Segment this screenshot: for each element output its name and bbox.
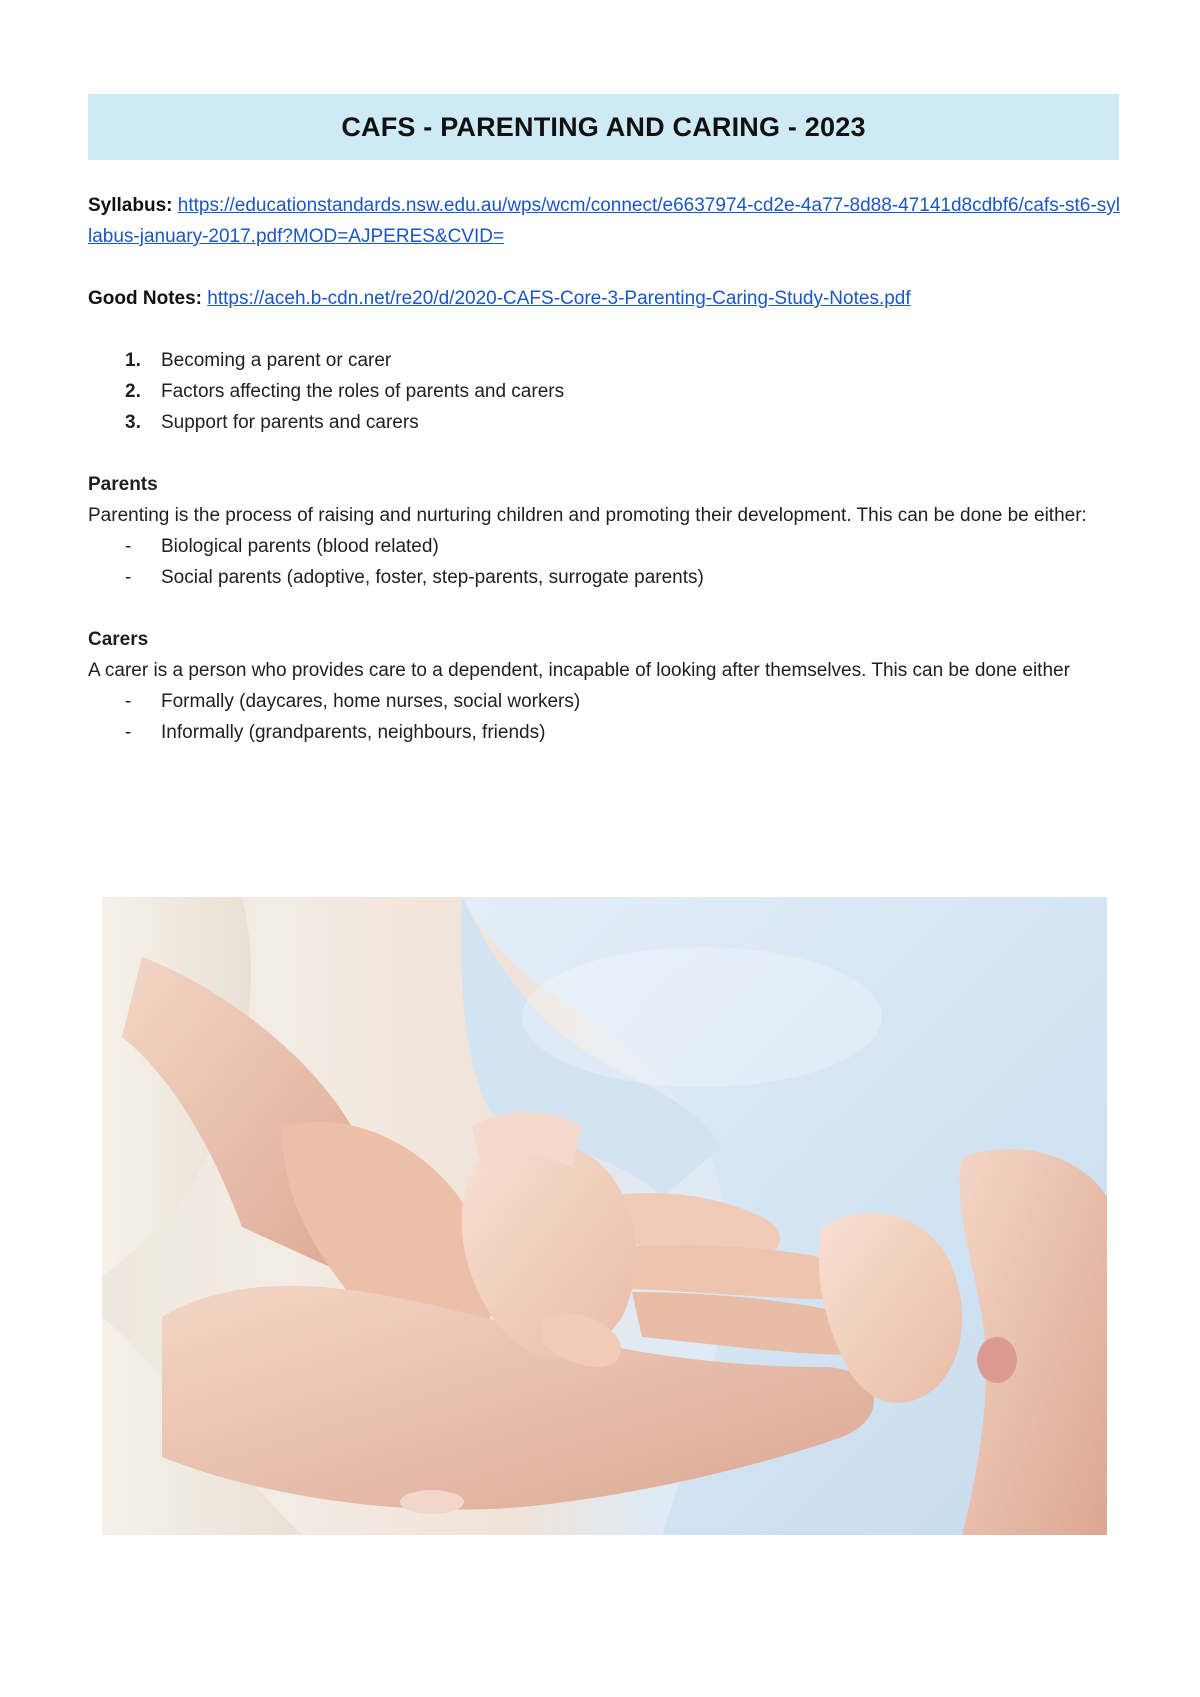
syllabus-line (88, 190, 1122, 252)
list-item (88, 376, 1122, 407)
parents-list (88, 531, 1122, 593)
list-number: 1. (125, 350, 141, 371)
list-item (88, 686, 1122, 717)
dash-bullet: - (125, 567, 132, 588)
list-item (88, 531, 1122, 562)
list-item-text: Formally (daycares, home nurses, social workers) (161, 691, 581, 712)
syllabus-label: Syllabus: (88, 195, 173, 216)
list-item (88, 717, 1122, 748)
document-body (88, 190, 1122, 748)
topics-list (88, 345, 1122, 438)
list-item-text: Support for parents and carers (161, 412, 419, 433)
parents-heading: Parents (88, 474, 158, 495)
dash-bullet: - (125, 691, 132, 712)
list-item-text: Becoming a parent or carer (161, 350, 392, 371)
good-notes-link[interactable]: https://aceh.b-cdn.net/re20/d/2020-CAFS-Core-3-Parenting-Caring-Study-Notes.pdf (207, 288, 911, 309)
parents-paragraph: Parenting is the process of raising and nurturing children and promoting their development. This can be done be either: (88, 505, 1087, 526)
dash-bullet: - (125, 722, 132, 743)
carers-paragraph: A carer is a person who provides care to a dependent, incapable of looking after themselves. This can be done either (88, 660, 1070, 681)
list-number: 2. (125, 381, 141, 402)
carers-heading: Carers (88, 629, 149, 650)
document-title: CAFS - PARENTING AND CARING - 2023 (341, 111, 866, 142)
list-item-text: Biological parents (blood related) (161, 536, 439, 557)
carers-list (88, 686, 1122, 748)
list-item (88, 407, 1122, 438)
good-notes-line (88, 283, 1122, 314)
list-item (88, 345, 1122, 376)
list-number: 3. (125, 412, 141, 433)
list-item-text: Social parents (adoptive, foster, step-parents, surrogate parents) (161, 567, 704, 588)
list-item (88, 562, 1122, 593)
list-item-text: Factors affecting the roles of parents and carers (161, 381, 565, 402)
title-banner (88, 94, 1119, 160)
hands-photo (102, 897, 1107, 1535)
list-item-text: Informally (grandparents, neighbours, friends) (161, 722, 546, 743)
dash-bullet: - (125, 536, 132, 557)
hands-illustration (102, 897, 1107, 1535)
syllabus-link[interactable]: https://educationstandards.nsw.edu.au/wps/wcm/connect/e6637974-cd2e-4a77-8d88-47141d8cdbf6/cafs-st6-syllabus-january-2017.pdf?MOD=AJPERES&CVID= (88, 195, 1120, 247)
good-notes-label: Good Notes: (88, 288, 202, 309)
